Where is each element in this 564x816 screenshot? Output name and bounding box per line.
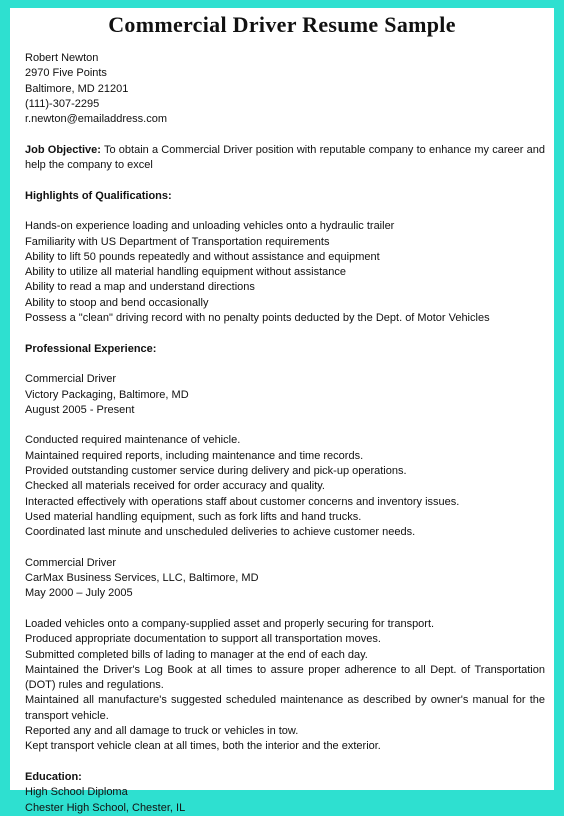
resume-content: [25, 51, 545, 816]
job-company: Victory Packaging, Baltimore, MD: [25, 388, 189, 401]
highlight-item: Possess a "clean" driving record with no penalty points deducted by the Dept. of Motor Vehicles: [25, 312, 490, 325]
highlight-item: Familiarity with US Department of Transportation requirements: [25, 235, 330, 248]
job-duty: Reported any and all damage to truck or vehicles in tow.: [25, 725, 299, 738]
objective-section: [25, 143, 545, 174]
job-duty: Checked all materials received for order accuracy and quality.: [25, 480, 325, 493]
job-dates: August 2005 - Present: [25, 403, 135, 416]
job-duty: Maintained all manufacture's suggested scheduled maintenance as described by owner's manual for the transport vehicle.: [25, 694, 545, 722]
job-duty: Produced appropriate documentation to support all transportation moves.: [25, 633, 381, 646]
job-duty: Submitted completed bills of lading to manager at the end of each day.: [25, 648, 368, 661]
highlight-item: Hands-on experience loading and unloading vehicles onto a hydraulic trailer: [25, 220, 395, 233]
highlights-heading: Highlights of Qualifications:: [25, 189, 172, 202]
highlight-item: Ability to stoop and bend occasionally: [25, 296, 209, 309]
job-company: CarMax Business Services, LLC, Baltimore, MD: [25, 572, 259, 585]
highlight-item: Ability to lift 50 pounds repeatedly and without assistance and equipment: [25, 250, 380, 263]
job-duty: Coordinated last minute and unscheduled deliveries to achieve customer needs.: [25, 526, 416, 539]
objective-paragraph: [25, 143, 545, 174]
contact-email: r.newton@emailaddress.com: [25, 113, 168, 126]
job-title: Commercial Driver: [25, 373, 117, 386]
experience-heading: Professional Experience:: [25, 342, 157, 355]
job-duty: Maintained required reports, including maintenance and time records.: [25, 449, 364, 462]
contact-block: [25, 51, 545, 127]
job-duty: Kept transport vehicle clean at all times, both the interior and the exterior.: [25, 740, 381, 753]
job-entry: [25, 556, 545, 755]
page-title: Commercial Driver Resume Sample: [108, 12, 456, 37]
job-duty: Loaded vehicles onto a company-supplied asset and properly securing for transport.: [25, 617, 435, 630]
job-duty: Maintained the Driver's Log Book at all times to assure proper adherence to all Dept. of Transportation (DOT) rules and regulations.: [25, 663, 545, 692]
contact-phone: (111)-307-2295: [25, 97, 100, 110]
job-duty: Interacted effectively with operations staff about customer concerns and inventory issues.: [25, 495, 460, 508]
job-duty: Conducted required maintenance of vehicle.: [25, 434, 241, 447]
job-duty: Used material handling equipment, such as fork lifts and hand trucks.: [25, 510, 362, 523]
contact-name: Robert Newton: [25, 52, 99, 64]
education-section: [25, 770, 545, 816]
education-line: High School Diploma: [25, 786, 128, 799]
resume-page: [10, 8, 554, 814]
job-duty: Provided outstanding customer service during delivery and pick-up operations.: [25, 465, 407, 478]
experience-section: [25, 342, 545, 755]
highlight-item: Ability to utilize all material handling equipment without assistance: [25, 266, 347, 279]
education-line: Chester High School, Chester, IL: [25, 801, 186, 814]
job-entry: [25, 372, 545, 540]
contact-street: 2970 Five Points: [25, 67, 107, 80]
job-title: Commercial Driver: [25, 556, 117, 569]
job-dates: May 2000 – July 2005: [25, 587, 133, 600]
highlights-section: [25, 189, 545, 327]
objective-label: Job Objective:: [25, 143, 101, 156]
education-heading: Education:: [25, 770, 82, 783]
highlight-item: Ability to read a map and understand directions: [25, 281, 255, 294]
objective-text: To obtain a Commercial Driver position with reputable company to enhance my career and help the company to excel: [25, 143, 545, 172]
contact-city: Baltimore, MD 21201: [25, 82, 129, 95]
